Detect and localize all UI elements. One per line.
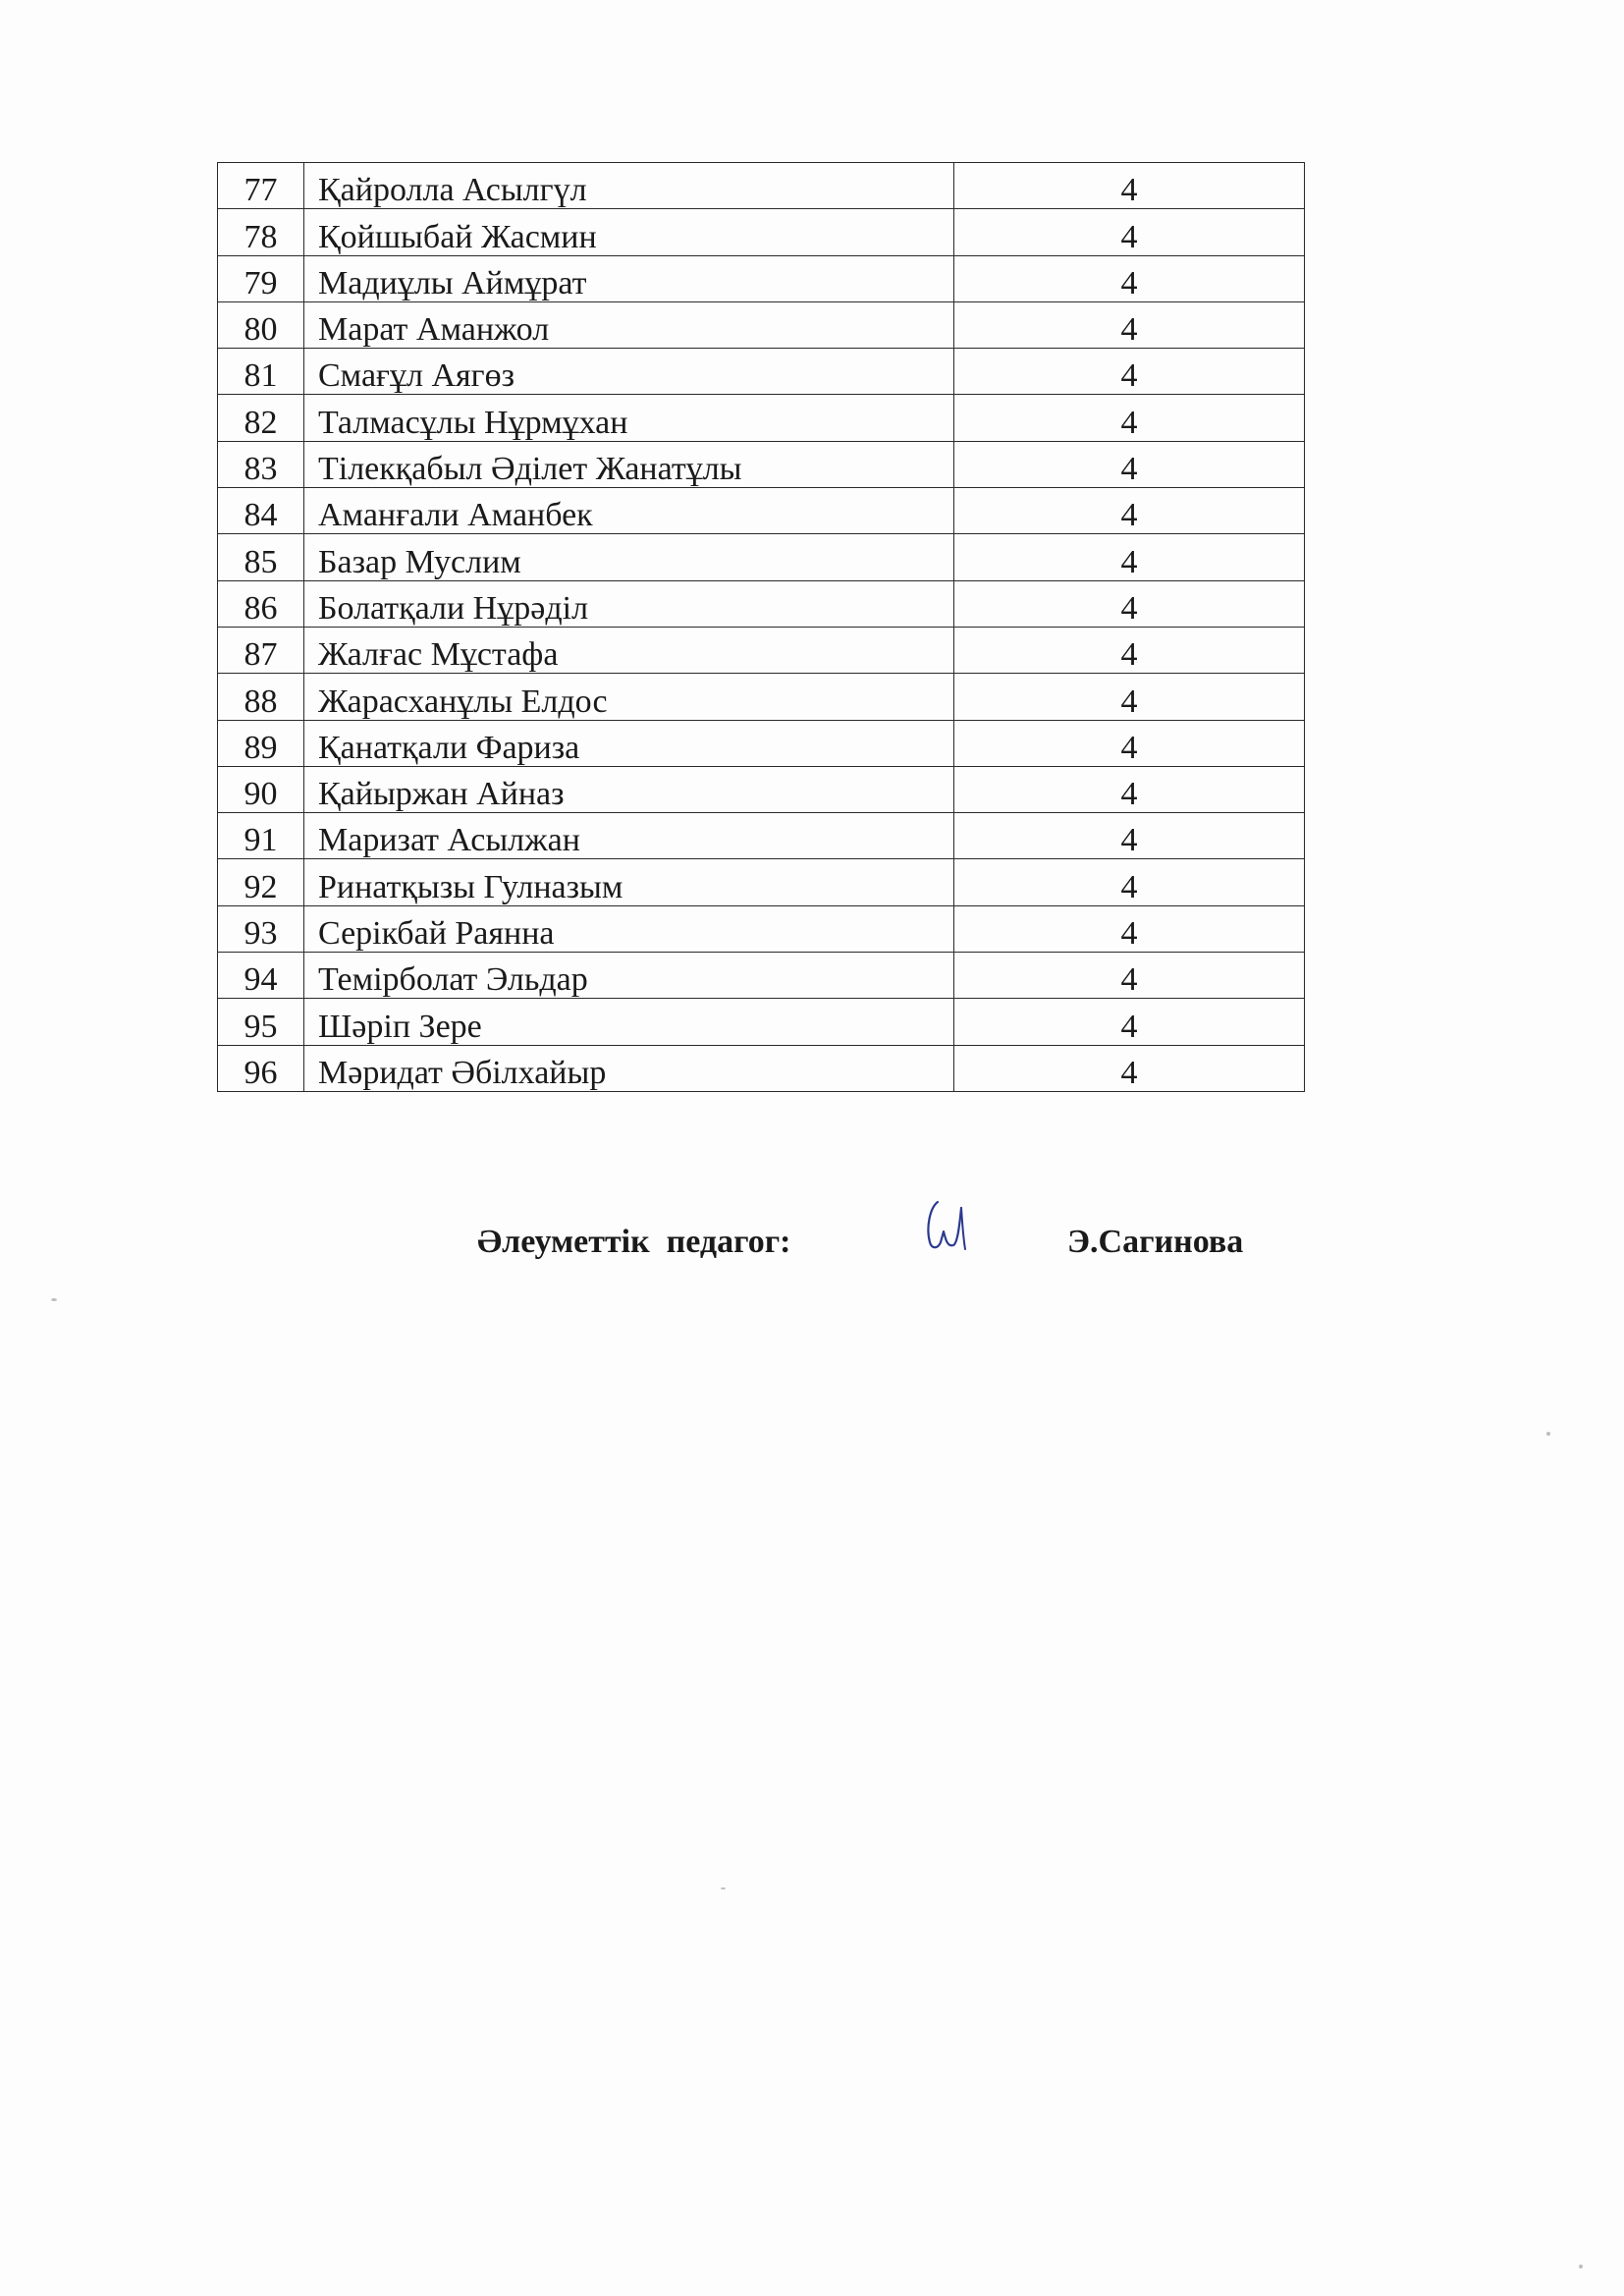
signatory-name: Э.Сагинова	[1067, 1224, 1244, 1260]
table-row	[218, 1045, 1305, 1091]
score-cell: 4	[954, 488, 1305, 534]
score-cell: 4	[954, 163, 1305, 209]
student-name-cell: Мәридат Әбілхайыр	[304, 1045, 954, 1091]
table-row	[218, 999, 1305, 1045]
table-row	[218, 163, 1305, 209]
row-number-cell: 85	[218, 534, 304, 580]
table-row	[218, 255, 1305, 301]
table-row	[218, 441, 1305, 487]
table-row	[218, 301, 1305, 348]
score-cell: 4	[954, 905, 1305, 952]
score-cell: 4	[954, 580, 1305, 627]
student-name-cell: Мадиұлы Аймұрат	[304, 255, 954, 301]
score-cell: 4	[954, 534, 1305, 580]
table-row	[218, 905, 1305, 952]
row-number-cell: 90	[218, 766, 304, 812]
score-cell: 4	[954, 999, 1305, 1045]
student-name-cell: Базар Муслим	[304, 534, 954, 580]
score-cell: 4	[954, 209, 1305, 255]
table-row	[218, 859, 1305, 905]
row-number-cell: 79	[218, 255, 304, 301]
score-cell: 4	[954, 813, 1305, 859]
score-cell: 4	[954, 441, 1305, 487]
scan-speck	[1579, 2265, 1583, 2269]
student-name-cell: Ринатқызы Гулназым	[304, 859, 954, 905]
row-number-cell: 93	[218, 905, 304, 952]
score-cell: 4	[954, 349, 1305, 395]
score-cell: 4	[954, 1045, 1305, 1091]
row-number-cell: 87	[218, 627, 304, 673]
student-name-cell: Болатқали Нұрәділ	[304, 580, 954, 627]
handwritten-signature-icon	[908, 1188, 997, 1267]
row-number-cell: 96	[218, 1045, 304, 1091]
row-number-cell: 80	[218, 301, 304, 348]
score-cell: 4	[954, 255, 1305, 301]
student-score-table	[217, 162, 1305, 1092]
student-name-cell: Талмасұлы Нұрмұхан	[304, 395, 954, 441]
score-cell: 4	[954, 859, 1305, 905]
table-row	[218, 674, 1305, 720]
scan-speck	[51, 1298, 57, 1301]
table-row	[218, 953, 1305, 999]
score-cell: 4	[954, 953, 1305, 999]
score-cell: 4	[954, 674, 1305, 720]
student-name-cell: Тілекқабыл Әділет Жанатұлы	[304, 441, 954, 487]
student-name-cell: Марат Аманжол	[304, 301, 954, 348]
student-name-cell: Қайыржан Айназ	[304, 766, 954, 812]
student-name-cell: Жалғас Мұстафа	[304, 627, 954, 673]
table-body	[218, 163, 1305, 1092]
signature-block	[0, 1218, 1624, 1286]
row-number-cell: 84	[218, 488, 304, 534]
table-row	[218, 349, 1305, 395]
score-cell: 4	[954, 720, 1305, 766]
student-name-cell: Серікбай Раянна	[304, 905, 954, 952]
student-name-cell: Темірболат Эльдар	[304, 953, 954, 999]
row-number-cell: 89	[218, 720, 304, 766]
student-name-cell: Маризат Асылжан	[304, 813, 954, 859]
student-name-cell: Қайролла Асылгүл	[304, 163, 954, 209]
student-name-cell: Смағұл Аягөз	[304, 349, 954, 395]
student-name-cell: Қанатқали Фариза	[304, 720, 954, 766]
student-name-cell: Жарасханұлы Елдос	[304, 674, 954, 720]
row-number-cell: 94	[218, 953, 304, 999]
table-row	[218, 627, 1305, 673]
table-row	[218, 209, 1305, 255]
score-cell: 4	[954, 766, 1305, 812]
score-cell: 4	[954, 301, 1305, 348]
row-number-cell: 86	[218, 580, 304, 627]
student-name-cell: Аманғали Аманбек	[304, 488, 954, 534]
row-number-cell: 82	[218, 395, 304, 441]
score-cell: 4	[954, 395, 1305, 441]
table-row	[218, 813, 1305, 859]
table-row	[218, 580, 1305, 627]
table-row	[218, 534, 1305, 580]
table-row	[218, 720, 1305, 766]
row-number-cell: 83	[218, 441, 304, 487]
student-name-cell: Шәріп Зере	[304, 999, 954, 1045]
row-number-cell: 92	[218, 859, 304, 905]
scan-speck	[721, 1887, 726, 1889]
row-number-cell: 81	[218, 349, 304, 395]
signatory-role-label: Әлеуметтік педагог:	[477, 1224, 791, 1260]
score-cell: 4	[954, 627, 1305, 673]
row-number-cell: 77	[218, 163, 304, 209]
table-row	[218, 488, 1305, 534]
row-number-cell: 88	[218, 674, 304, 720]
row-number-cell: 78	[218, 209, 304, 255]
student-name-cell: Қойшыбай Жасмин	[304, 209, 954, 255]
row-number-cell: 95	[218, 999, 304, 1045]
row-number-cell: 91	[218, 813, 304, 859]
scan-speck	[1546, 1432, 1550, 1436]
table-row	[218, 766, 1305, 812]
table-row	[218, 395, 1305, 441]
